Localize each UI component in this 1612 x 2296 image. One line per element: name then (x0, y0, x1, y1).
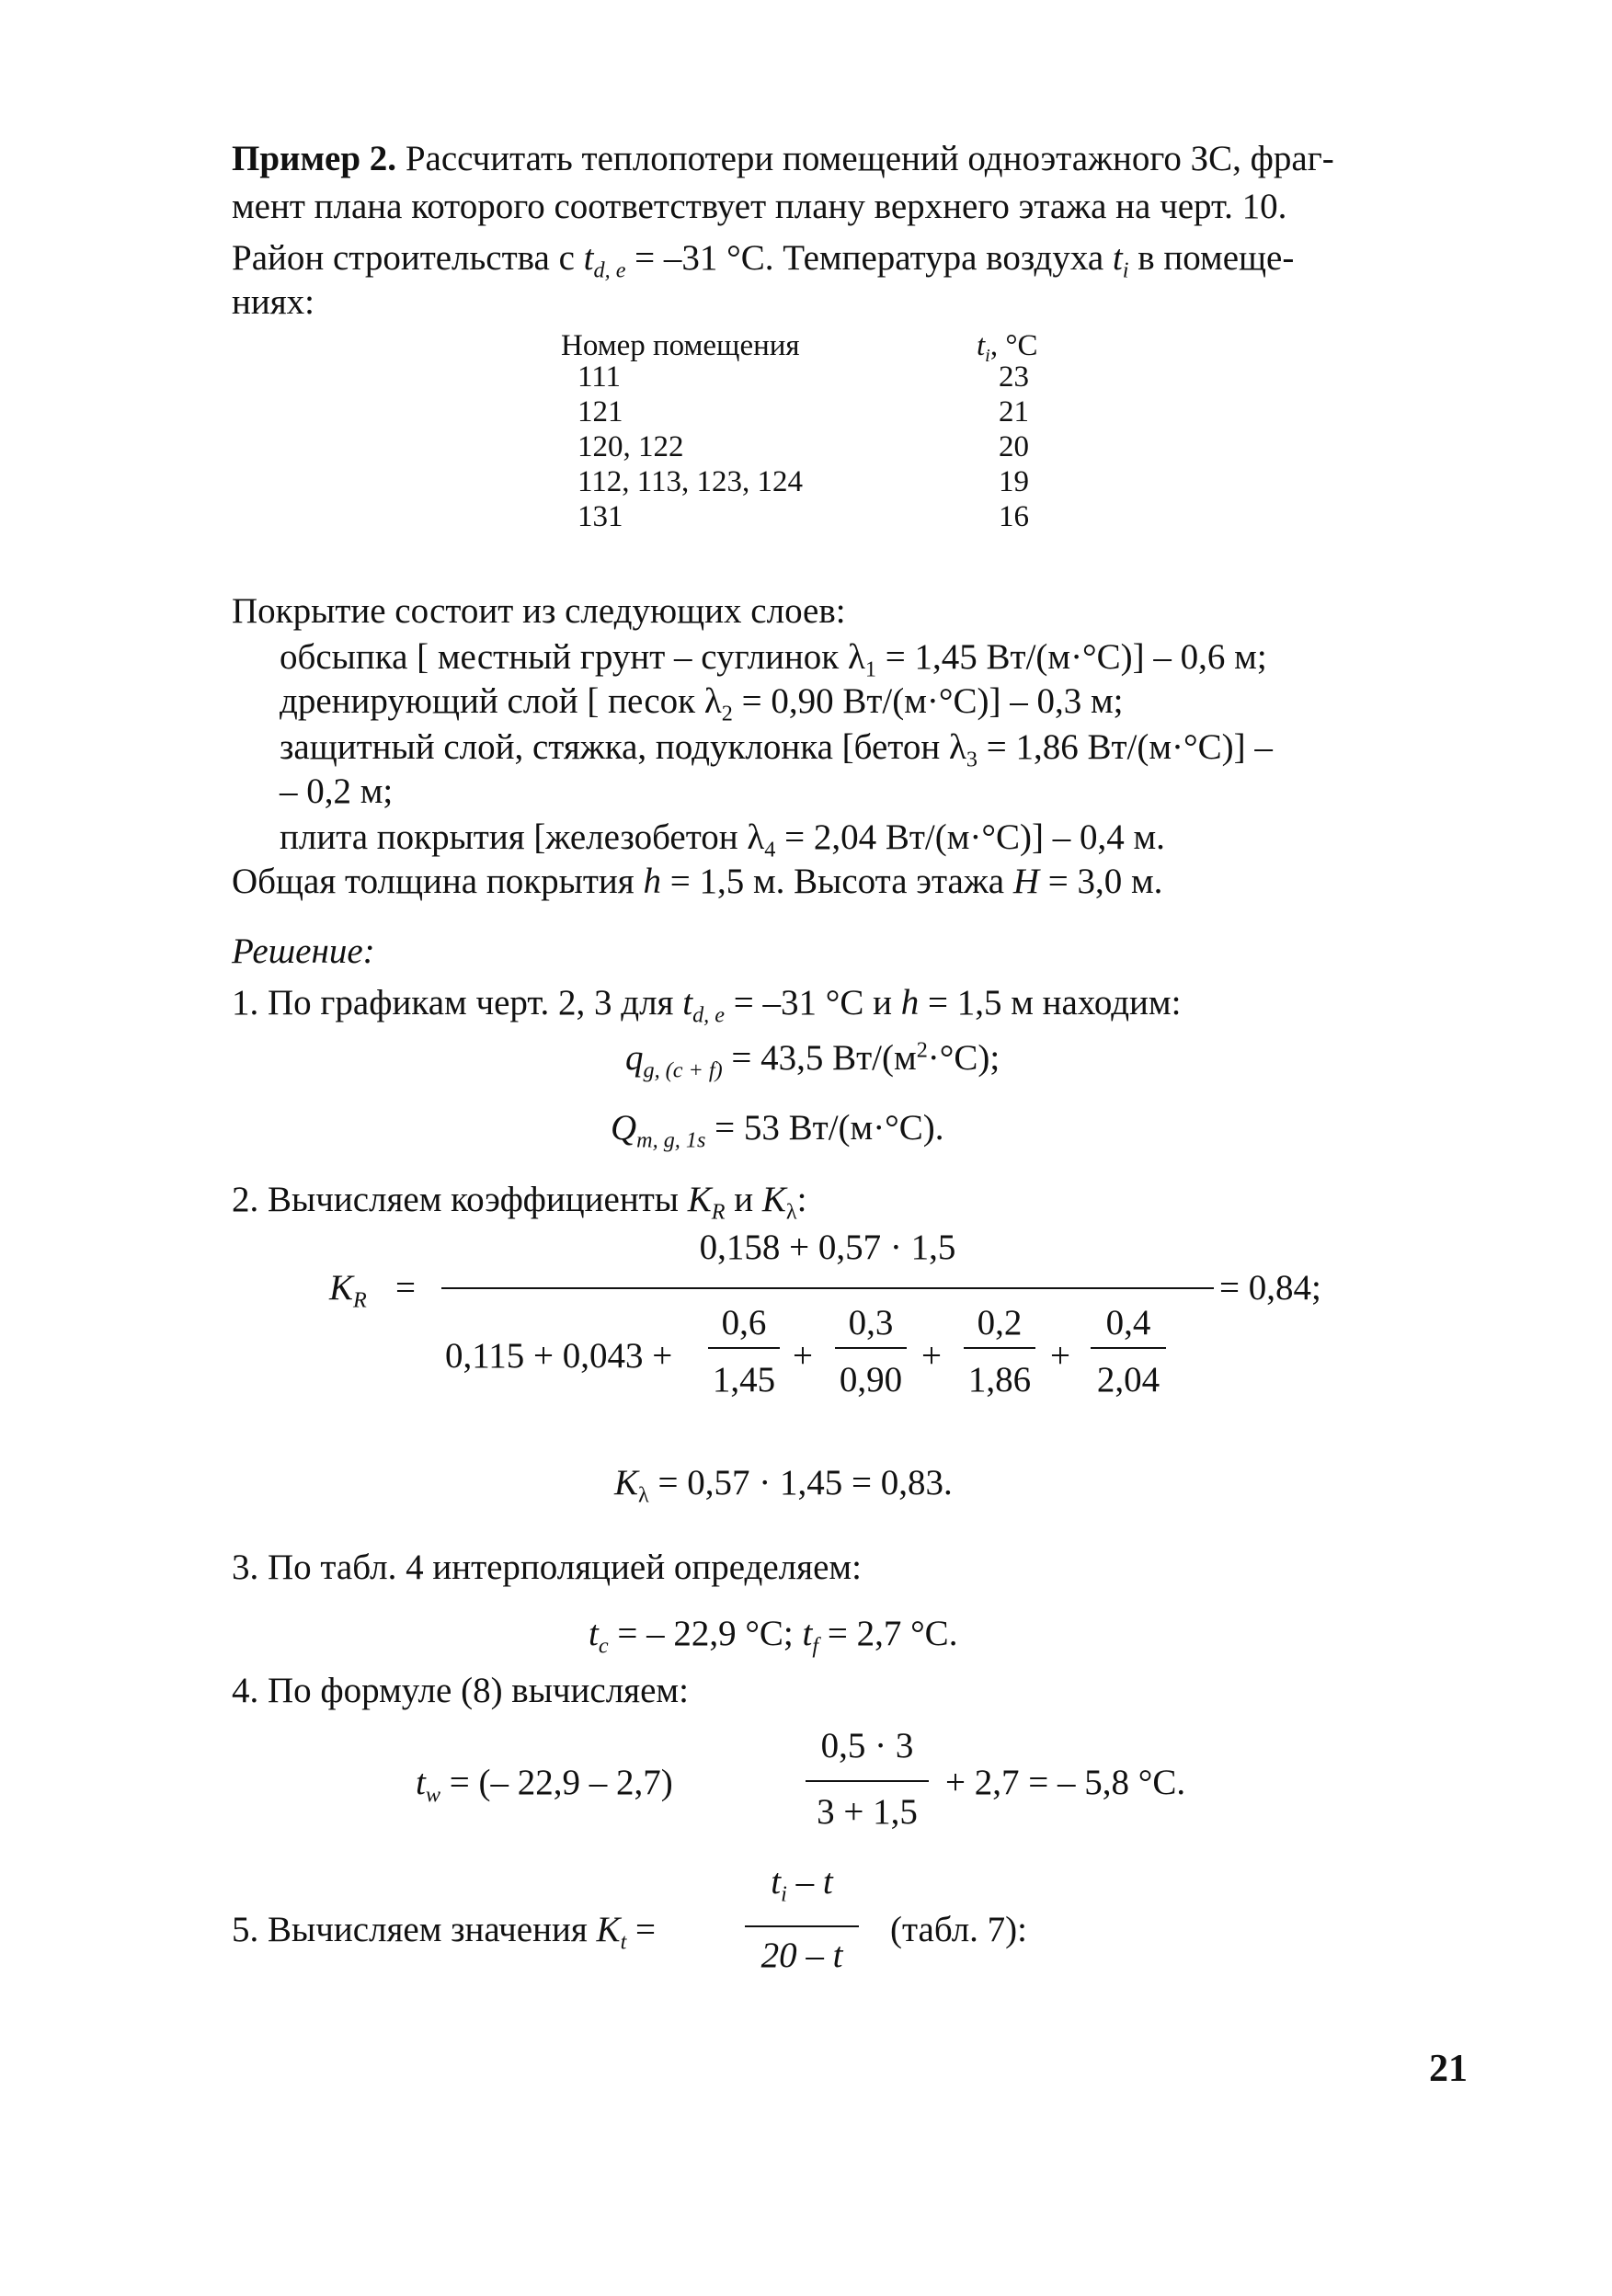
step-5-K: K (596, 1910, 621, 1949)
Q-var: Q (611, 1108, 637, 1148)
q-end: ·°С); (927, 1038, 1000, 1078)
step-2-K: K (687, 1180, 712, 1219)
kr-f4-denominator: 2,04 (1096, 1360, 1160, 1399)
Q-sub: m, g, 1s (636, 1127, 706, 1153)
q-val: = 43,5 Вт/(м (722, 1038, 917, 1078)
district-line-2: ниях: (232, 282, 315, 322)
room-table-header-temp (977, 329, 1038, 367)
step-2-K2: K (761, 1180, 786, 1219)
tw-fraction-bar (806, 1780, 929, 1782)
kr-plus-3: + (1050, 1336, 1070, 1376)
kr-f1-denominator: 1,45 (712, 1360, 776, 1399)
tf-var: t (802, 1614, 813, 1653)
example-line-2: мент плана которого соответствует плану верхнего этажа на черт. 10. (232, 187, 1287, 226)
step-2-text: 2. Вычисляем коэффициенты (232, 1180, 688, 1219)
kr-f1-numerator: 0,6 (721, 1303, 767, 1342)
var-ti: t (1112, 238, 1123, 278)
step-2-and: и (725, 1180, 762, 1219)
table-row-temp: 21 (999, 395, 1029, 428)
formula-Q (611, 1107, 944, 1153)
table-row-room: 111 (577, 360, 622, 394)
district-text: Район строительства с (232, 238, 584, 278)
tw-denominator: 3 + 1,5 (817, 1792, 918, 1832)
step-1-text: 1. По графикам черт. 2, 3 для (232, 983, 683, 1022)
step-3: 3. По табл. 4 интерполяцией определяем: (232, 1548, 862, 1587)
kr-numerator: 0,158 + 0,57 · 1,5 (699, 1228, 956, 1267)
layer-4-sub: 4 (764, 837, 776, 862)
var-H: H (1012, 862, 1039, 901)
layer-1 (280, 636, 1267, 682)
kl-var: K (614, 1463, 639, 1502)
q-var: q (625, 1038, 644, 1078)
Q-val: = 53 Вт/(м·°С). (705, 1108, 944, 1148)
step-2-K2sub: λ (785, 1199, 797, 1225)
total-text: Общая толщина покрытия (232, 862, 644, 901)
table-row-temp: 20 (999, 430, 1029, 463)
step-5-post: (табл. 7): (890, 1910, 1027, 1949)
var-h: h (643, 862, 661, 901)
tc-val: = – 22,9 °С; (608, 1614, 803, 1653)
kr-result: = 0,84; (1219, 1268, 1321, 1308)
total-thickness (232, 861, 1162, 903)
kt-fraction-bar (745, 1925, 859, 1927)
layer-2-value: = 0,90 Вт/(м·°С)] – 0,3 м; (732, 681, 1124, 721)
example-label: Пример 2. (232, 139, 397, 178)
layer-2 (280, 680, 1124, 726)
tf-sub: f (812, 1633, 819, 1659)
kr-lhs-var: K (329, 1268, 354, 1308)
layer-4 (280, 817, 1165, 862)
layer-3 (280, 726, 1273, 772)
district-text-3: в помеще- (1128, 238, 1295, 278)
kt-denominator: 20 – t (760, 1936, 843, 1975)
table-row-temp: 19 (999, 465, 1029, 498)
header-rest: , °С (989, 329, 1038, 362)
kl-sub: λ (638, 1482, 649, 1508)
step-2 (232, 1179, 807, 1225)
kl-rest: = 0,57 · 1,45 = 0,83. (648, 1463, 953, 1502)
tw-eq: = (– 22,9 – 2,7) (440, 1763, 673, 1802)
kr-fraction-bar (441, 1287, 1214, 1289)
example-text-1: Рассчитать теплопотери помещений одноэтажного ЗС, фраг- (396, 139, 1334, 178)
step-1 (232, 982, 1182, 1028)
kr-f2-numerator: 0,3 (848, 1303, 894, 1342)
layer-1-sub: 1 (864, 657, 877, 682)
tw-numerator: 0,5 · 3 (820, 1726, 914, 1765)
header-var: t (977, 329, 986, 362)
table-row-room: 121 (577, 395, 623, 428)
formula-tc-tf (589, 1613, 958, 1659)
kr-lhs-sub: R (353, 1287, 367, 1313)
kr-f2-denominator: 0,90 (839, 1360, 903, 1399)
step-5-text: 5. Вычисляем значения (232, 1910, 597, 1949)
tc-sub: c (598, 1633, 609, 1659)
solution-heading: Решение: (232, 931, 375, 971)
layer-2-sub: 2 (721, 701, 733, 726)
formula-tw-lhs (416, 1762, 673, 1808)
formula-q (625, 1037, 1000, 1083)
table-row-room: 131 (577, 500, 623, 533)
district-text-2: = –31 °С. Температура воздуха (625, 238, 1113, 278)
step-4: 4. По формуле (8) вычисляем: (232, 1671, 689, 1710)
table-row-room: 120, 122 (577, 430, 684, 463)
header-sub: i (985, 346, 990, 367)
total-post: = 3,0 м. (1039, 862, 1163, 901)
step-5-Ksub: t (620, 1929, 627, 1955)
layer-1-value: = 1,45 Вт/(м·°С)] – 0,6 м; (876, 637, 1267, 677)
kr-f3-denominator: 1,86 (967, 1360, 1032, 1399)
layer-3-sub: 3 (966, 747, 977, 772)
step-1-post: = 1,5 м находим: (919, 983, 1182, 1022)
kr-equals: = (395, 1268, 416, 1308)
kr-lhs (329, 1267, 367, 1313)
q-sup: 2 (916, 1037, 928, 1063)
step-1-mid: = –31 °С и (724, 983, 901, 1022)
page-number: 21 (1429, 2048, 1468, 2090)
q-sub: g, (c + f) (643, 1057, 723, 1083)
step-2-post: : (796, 1180, 807, 1219)
kr-f3-numerator: 0,2 (977, 1303, 1023, 1342)
kr-f4-numerator: 0,4 (1105, 1303, 1151, 1342)
step-5-eq: = (626, 1910, 657, 1949)
step-1-sub: d, e (692, 1002, 725, 1028)
tw-var: t (416, 1763, 426, 1802)
kr-denominator-start: 0,115 + 0,043 + (445, 1336, 673, 1376)
room-table-header-room: Номер помещения (561, 329, 800, 362)
table-row-temp: 16 (999, 500, 1029, 533)
formula-k-lambda (614, 1462, 953, 1508)
kr-f4-bar (1091, 1347, 1166, 1349)
example-line-1 (232, 138, 1334, 180)
tw-result: + 2,7 = – 5,8 °С. (945, 1763, 1186, 1802)
layer-1-text: обсыпка [ местный грунт – суглинок λ (280, 637, 865, 677)
step-2-Ksub: R (711, 1199, 726, 1225)
kr-f1-bar (708, 1347, 780, 1349)
layer-3-value: = 1,86 Вт/(м·°С)] – (977, 727, 1273, 767)
sub-i: i (1122, 257, 1129, 283)
tw-sub: w (425, 1782, 440, 1808)
kt-num-sub: i (781, 1881, 787, 1907)
table-row-room: 112, 113, 123, 124 (577, 465, 804, 498)
kr-plus-2: + (921, 1336, 942, 1376)
kr-f2-bar (835, 1347, 907, 1349)
layer-3-continuation: – 0,2 м; (280, 771, 394, 811)
table-row-temp: 23 (999, 360, 1029, 394)
district-line-1 (232, 237, 1295, 283)
sub-de: d, e (593, 257, 626, 283)
layers-intro: Покрытие состоит из следующих слоев: (232, 591, 846, 631)
layer-2-text: дренирующий слой [ песок λ (280, 681, 722, 721)
step-5 (232, 1909, 657, 1955)
tc-var: t (589, 1614, 599, 1653)
total-mid: = 1,5 м. Высота этажа (660, 862, 1013, 901)
kt-numerator (745, 1861, 859, 1907)
tf-val: = 2,7 °С. (818, 1614, 958, 1653)
kr-plus-1: + (793, 1336, 813, 1376)
step-1-var: t (682, 983, 693, 1022)
layer-4-value: = 2,04 Вт/(м·°С)] – 0,4 м. (775, 817, 1165, 857)
layer-4-text: плита покрытия [железобетон λ (280, 817, 765, 857)
kt-num-rest: – t (786, 1862, 833, 1902)
var-t: t (583, 238, 594, 278)
layer-3-text: защитный слой, стяжка, подуклонка [бетон λ (280, 727, 966, 767)
kt-num-var: t (771, 1862, 782, 1902)
kr-f3-bar (964, 1347, 1035, 1349)
step-1-h: h (900, 983, 920, 1022)
